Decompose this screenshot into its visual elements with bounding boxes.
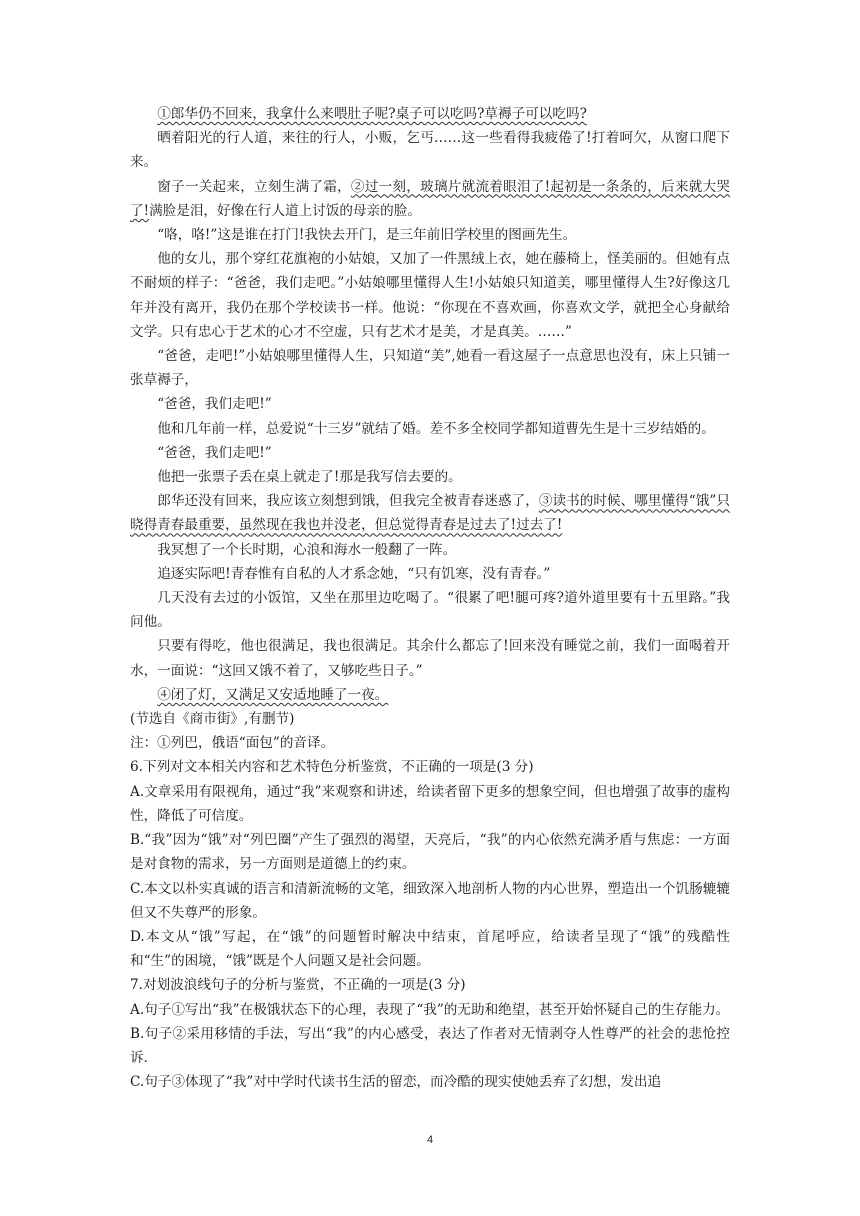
passage-paragraph [130,175,730,223]
passage-text: 郎华还没有回来，我应该立刻想到饿，但我完全被青春迷惑了， [157,493,539,510]
passage-paragraph [130,441,730,465]
passage-paragraph [130,344,730,392]
passage-text: “爸爸，走吧!”小姑娘哪里懂得人生，只知道“美”,她看一看这屋子一点意思也没有，床上只铺一张草褥子， [130,348,730,389]
passage-text: “爸爸，我们走吧!” [157,396,272,413]
passage-text: 窗子一关起来，立刻生满了霜， [157,178,351,195]
passage-text: 我冥想了一个长时期，心浪和海水一般翻了一阵。 [157,541,457,558]
question-option: B.句子②采用移情的手法，写出“我”的内心感受，表达了作者对无情剥夺人性尊严的社会的悲怆控诉. [130,1025,730,1066]
wavy-underlined-sentence: ④闭了灯，又满足又安适地睡了一夜。 [157,686,389,703]
document-body [130,102,730,1094]
passage-paragraph [130,465,730,489]
passage-paragraph [130,562,730,586]
passage-text: “咯，咯!”这是谁在打门!我快去开门，是三年前旧学校里的图画先生。 [157,227,577,244]
passage-paragraph [130,102,730,126]
passage-paragraph [130,392,730,416]
passage-text: 他把一张票子丢在桌上就走了!那是我写信去要的。 [157,469,462,486]
passage-text: 晒着阳光的行人道，来往的行人，小贩，乞丐……这一些看得我疲倦了!打着呵欠，从窗口爬下来。 [130,130,730,171]
passage-text: 他的女儿，那个穿红花旗袍的小姑娘，又加了一件黑绒上衣，她在藤椅上，怪美丽的。但她有点不耐烦的样子：“爸爸，我们走吧。”小姑娘哪里懂得人生!小姑娘只知道美，哪里懂得人生?好像这几年并没有离开，我仍在那个学校读书一样。他说：“你现在不喜欢画，你喜欢文学，就把全心身献给文学。只有忠心于艺术的心才不空虚，只有艺术才是美，才是真美。……” [130,251,730,340]
wavy-underlined-sentence: ②过一刻，玻璃片就流着眼泪了!起初是一条条的，后来就大哭了! [130,178,730,219]
passage-text: 追逐实际吧!青春惟有自私的人才系念她，“只有饥寒，没有青春。” [157,565,551,582]
passage-text: 满脸是泪，好像在行人道上讨饭的母亲的脸。 [149,202,421,219]
passage-paragraph [130,683,730,707]
passage-paragraph [130,126,730,174]
wavy-underlined-sentence: ①郎华仍不回来，我拿什么来喂肚子呢?桌子可以吃吗?草褥子可以吃吗? [157,106,587,122]
passage-paragraph [130,247,730,344]
passage-paragraph [130,223,730,247]
question-option: A.文章采用有限视角，通过“我”来观察和讲述，给读者留下更多的想象空间，但也增强了故事的虚构性，降低了可信度。 [130,783,730,824]
wavy-underlined-sentence: ③读书的时候、哪里懂得“饿”只晓得青春最重要，虽然现在我也并没老，但总觉得青春是过去了!过去了! [130,493,730,534]
passage-paragraph [130,586,730,634]
passage-paragraph [130,417,730,441]
passage-text: 只要有得吃，他也很满足，我也很满足。其余什么都忘了!回来没有睡觉之前，我们一面喝着开水，一面说：“这回又饿不着了，又够吃些日子。” [130,638,730,679]
question-option: B.“我”因为“饿”对“列巴圈”产生了强烈的渴望，天亮后，“我”的内心依然充满矛盾与焦虑：一方面是对食物的需求，另一方面则是道德上的约束。 [130,832,730,873]
footnote: 注：①列巴，俄语“面包”的音译。 [130,735,335,752]
question-stem: 7.对划波浪线句子的分析与鉴赏，不正确的一项是(3 分) [130,977,466,994]
question-option: C.句子③体现了“我”对中学时代读书生活的留恋，而冷酷的现实使她丢弃了幻想，发出追 [130,1074,662,1091]
passage-text: 他和几年前一样，总爱说“十三岁”就结了婚。差不多全校同学都知道曹先生是十三岁结婚的。 [157,420,715,437]
source-citation: (节选自《商市街》,有删节) [130,711,295,728]
passage-paragraph [130,634,730,682]
question-option: D.本文从“饿”写起，在“饿”的问题暂时解决中结束，首尾呼应，给读者呈现了“饿”的残酷性和“生”的困境，“饿”既是个人问题又是社会问题。 [130,928,730,970]
page-number: 4 [426,1134,434,1146]
passage-text: “爸爸，我们走吧!” [157,444,272,461]
question-option: C.本文以朴实真诚的语言和清新流畅的文笔，细致深入地剖析人物的内心世界，塑造出一个饥肠辘辘但又不失尊严的形象。 [130,880,730,921]
question-option: A.句子①写出“我”在极饿状态下的心理，表现了“我”的无助和绝望，甚至开始怀疑自己的生存能力。 [130,1001,730,1018]
passage-paragraph [130,538,730,562]
passage-paragraph [130,489,730,537]
question-stem: 6.下列对文本相关内容和艺术特色分析鉴赏，不正确的一项是(3 分) [130,759,534,776]
passage-text: 几天没有去过的小饭馆，又坐在那里边吃喝了。“很累了吧!腿可疼?道外道里要有十五里路。”我问他。 [130,590,730,631]
